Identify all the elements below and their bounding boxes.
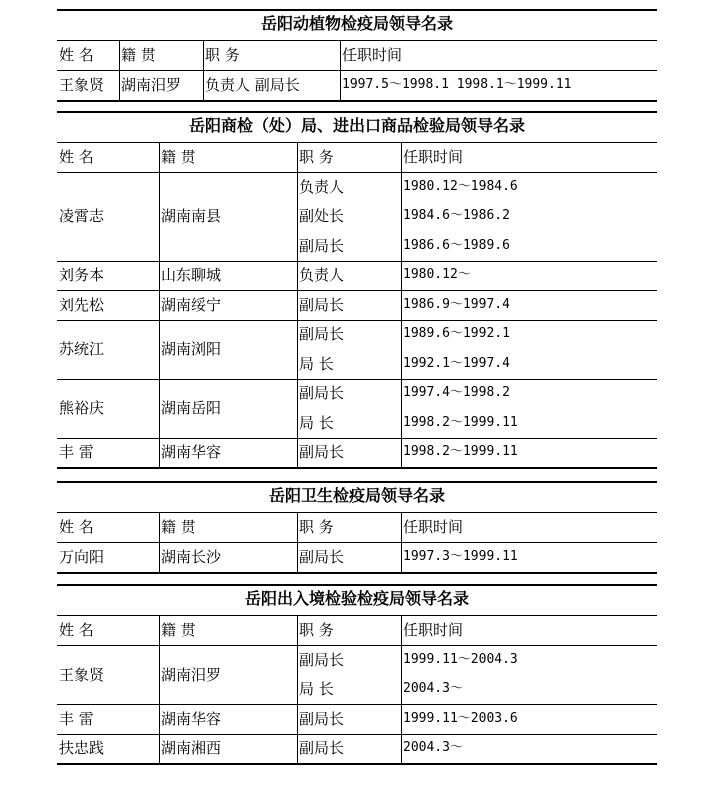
term-period: 1992.1～1997.4 — [403, 355, 510, 371]
post-title: 负责人 副局长 — [205, 76, 300, 94]
native-place: 湖南岳阳 — [161, 399, 222, 417]
post-title: 负责人 — [299, 266, 345, 285]
section-title: 岳阳卫生检疫局领导名录 — [268, 486, 445, 505]
roster-section — [57, 111, 657, 471]
post-title: 副局长 — [299, 443, 345, 462]
post-title: 副局长 — [299, 548, 345, 566]
column-divider — [159, 615, 160, 763]
title-rule — [57, 142, 657, 143]
post-title: 副局长 — [299, 295, 345, 314]
column-divider — [119, 40, 120, 100]
term-period: 1999.11～2003.6 — [403, 710, 518, 726]
person-name: 王象贤 — [59, 665, 105, 684]
person-name: 刘先松 — [59, 295, 105, 314]
column-divider — [203, 40, 204, 100]
native-place: 湖南湘西 — [161, 739, 222, 758]
row-rule — [57, 379, 657, 380]
post-title: 副处长 — [299, 207, 345, 226]
column-header: 任职时间 — [403, 518, 464, 536]
term-period: 2004.3～ — [403, 740, 463, 756]
term-period: 1998.2～1999.11 — [403, 414, 518, 430]
top-rule — [57, 9, 657, 11]
post-title: 副局长 — [299, 739, 345, 758]
post-title: 副局长 — [299, 709, 345, 728]
header-rule — [57, 172, 657, 173]
column-divider — [159, 142, 160, 467]
person-name: 刘务本 — [59, 266, 105, 285]
row-rule — [57, 763, 657, 765]
post-title: 负责人 — [299, 177, 345, 196]
person-name: 扶忠践 — [59, 739, 105, 758]
roster-section — [57, 481, 657, 573]
row-rule — [57, 261, 657, 262]
native-place: 湖南浏阳 — [161, 340, 222, 358]
column-divider — [340, 40, 341, 100]
term-period: 1984.6～1986.2 — [403, 208, 510, 224]
column-header: 籍 贯 — [161, 148, 196, 166]
term-period: 1989.6～1992.1 — [403, 326, 510, 342]
top-rule — [57, 481, 657, 483]
native-place: 山东聊城 — [161, 266, 222, 285]
row-rule — [57, 320, 657, 321]
column-header: 籍 贯 — [161, 518, 196, 536]
native-place: 湖南华容 — [161, 443, 222, 462]
section-title: 岳阳出入境检验检疫局领导名录 — [244, 589, 469, 608]
person-name: 苏统江 — [59, 340, 105, 358]
post-title: 副局长 — [299, 384, 345, 403]
column-header: 籍 贯 — [121, 46, 156, 64]
row-rule — [57, 572, 657, 574]
row-rule — [57, 467, 657, 469]
header-rule — [57, 70, 657, 71]
term-period: 1980.12～ — [403, 267, 471, 283]
person-name: 丰 雷 — [59, 709, 94, 728]
native-place: 湖南绥宁 — [161, 295, 222, 314]
column-header: 任职时间 — [403, 148, 464, 166]
row-rule — [57, 438, 657, 439]
column-header: 职 务 — [299, 518, 334, 536]
person-name: 凌霄志 — [59, 207, 105, 226]
post-title: 副局长 — [299, 650, 345, 669]
term-period: 2004.3～ — [403, 681, 463, 697]
column-divider — [297, 142, 298, 467]
native-place: 湖南长沙 — [161, 548, 222, 566]
roster-section — [57, 584, 657, 766]
term-period: 1999.11～2004.3 — [403, 651, 518, 667]
header-rule — [57, 645, 657, 646]
column-header: 籍 贯 — [161, 621, 196, 639]
column-divider — [159, 512, 160, 572]
row-rule — [57, 290, 657, 291]
native-place: 湖南南县 — [161, 207, 222, 226]
column-divider — [401, 615, 402, 763]
term-period: 1997.3～1999.11 — [403, 549, 518, 564]
native-place: 湖南汨罗 — [121, 76, 182, 94]
post-title: 副局长 — [299, 236, 345, 255]
roster-section — [57, 9, 657, 101]
person-name: 王象贤 — [59, 76, 105, 94]
column-divider — [297, 615, 298, 763]
column-header: 姓 名 — [59, 518, 94, 536]
column-header: 姓 名 — [59, 148, 94, 166]
person-name: 熊裕庆 — [59, 399, 105, 417]
top-rule — [57, 584, 657, 586]
native-place: 湖南汨罗 — [161, 665, 222, 684]
top-rule — [57, 111, 657, 113]
post-title: 副局长 — [299, 325, 345, 344]
column-header: 姓 名 — [59, 46, 94, 64]
column-divider — [297, 512, 298, 572]
row-rule — [57, 100, 657, 102]
term-period: 1997.5～1998.1 1998.1～1999.11 — [342, 77, 572, 92]
title-rule — [57, 40, 657, 41]
term-period: 1997.4～1998.2 — [403, 385, 510, 401]
term-period: 1980.12～1984.6 — [403, 178, 518, 194]
column-header: 职 务 — [205, 46, 240, 64]
column-header: 姓 名 — [59, 621, 94, 639]
column-header: 任职时间 — [403, 621, 464, 639]
column-divider — [401, 512, 402, 572]
header-rule — [57, 542, 657, 543]
row-rule — [57, 704, 657, 705]
post-title: 局 长 — [299, 413, 334, 432]
row-rule — [57, 734, 657, 735]
native-place: 湖南华容 — [161, 709, 222, 728]
term-period: 1986.6～1989.6 — [403, 237, 510, 253]
section-title: 岳阳商检（处）局、进出口商品检验局领导名录 — [188, 116, 525, 135]
person-name: 万向阳 — [59, 548, 105, 566]
column-divider — [401, 142, 402, 467]
column-header: 职 务 — [299, 621, 334, 639]
title-rule — [57, 615, 657, 616]
column-header: 职 务 — [299, 148, 334, 166]
post-title: 局 长 — [299, 680, 334, 699]
term-period: 1986.9～1997.4 — [403, 296, 510, 312]
term-period: 1998.2～1999.11 — [403, 444, 518, 460]
title-rule — [57, 512, 657, 513]
person-name: 丰 雷 — [59, 443, 94, 462]
column-header: 任职时间 — [342, 46, 403, 64]
section-title: 岳阳动植物检疫局领导名录 — [260, 14, 453, 33]
post-title: 局 长 — [299, 354, 334, 373]
